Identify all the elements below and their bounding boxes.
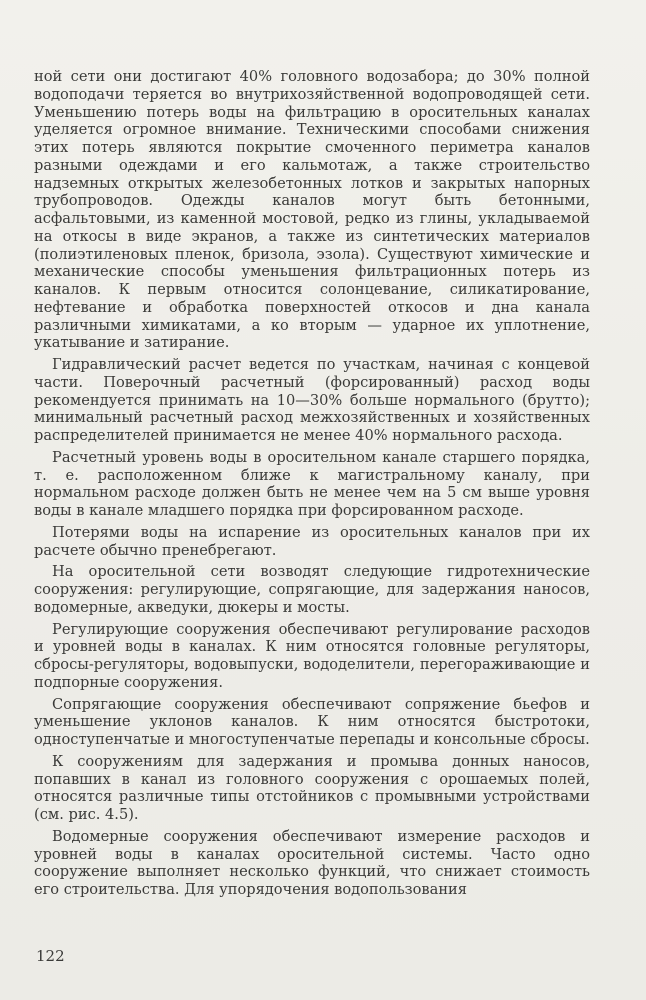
paragraph-4: Потерями воды на испарение из оросительных каналов при их расчете обычно пренебрегают.	[34, 523, 590, 559]
paragraph-6: Регулирующие сооружения обеспечивают регулирование расходов и уровней воды в каналах. К ним относятся головные регуляторы, сбросы-регуляторы, водовыпуски, вододелители, перегораживающие и подпорные сооружения.	[34, 620, 590, 691]
paragraph-7: Сопрягающие сооружения обеспечивают сопряжение бьефов и уменьшение уклонов каналов. К ним относятся быстротоки, одноступенчатые и многоступенчатые перепады и консольные сбросы.	[34, 695, 590, 748]
paragraph-2: Гидравлический расчет ведется по участкам, начиная с концевой части. Поверочный расчетный (форсированный) расход воды рекомендуется принимать на 10—30% больше нормального (брутто); минимальный расчетный расход межхозяйственных и хозяйственных распределителей принимается не менее 40% нормального расхода.	[34, 356, 590, 444]
body-text	[34, 68, 590, 903]
paragraph-9: Водомерные сооружения обеспечивают измерение расходов и уровней воды в каналах оросительной системы. Часто одно сооружение выполняет несколько функций, что снижает стоимость его строительства. Для упорядочения водопользования	[34, 827, 590, 898]
paragraph-5: На оросительной сети возводят следующие гидротехнические сооружения: регулирующие, сопрягающие, для задержания наносов, водомерные, акведуки, дюкеры и мосты.	[34, 563, 590, 616]
paragraph-1: ной сети они достигают 40% головного водозабора; до 30% полной водоподачи теряется во внутрихозяйственной водопроводящей сети. Уменьшению потерь воды на фильтрацию в оросительных каналах уделяется огромное внимание. Техническими способами снижения этих потерь являются покрытие смоченного периметра каналов разными одеждами и его кальмотаж, а также строительство надземных открытых железобетонных лотков и закрытых напорных трубопроводов. Одежды каналов могут быть бетонными, асфальтовыми, из каменной мостовой, редко из глины, укладываемой на откосы в виде экранов, а также из синтетических материалов (полиэтиленовых пленок, бризола, эзола). Существуют химические и механические способы уменьшения фильтрационных потерь из каналов. К первым относится солонцевание, силикатирование, нефтевание и обработка поверхностей откосов и дна канала различными химикатами, а ко вторым — ударное их уплотнение, укатывание и затирание.	[34, 68, 590, 352]
page-number: 122	[36, 947, 65, 965]
paragraph-3: Расчетный уровень воды в оросительном канале старшего порядка, т. е. расположенном ближе к магистральному каналу, при нормальном расходе должен быть не менее чем на 5 см выше уровня воды в канале младшего порядка при форсированном расходе.	[34, 448, 590, 519]
paragraph-8: К сооружениям для задержания и промыва донных наносов, попавших в канал из головного сооружения с орошаемых полей, относятся различные типы отстойников с промывными устройствами (см. рис. 4.5).	[34, 752, 590, 823]
